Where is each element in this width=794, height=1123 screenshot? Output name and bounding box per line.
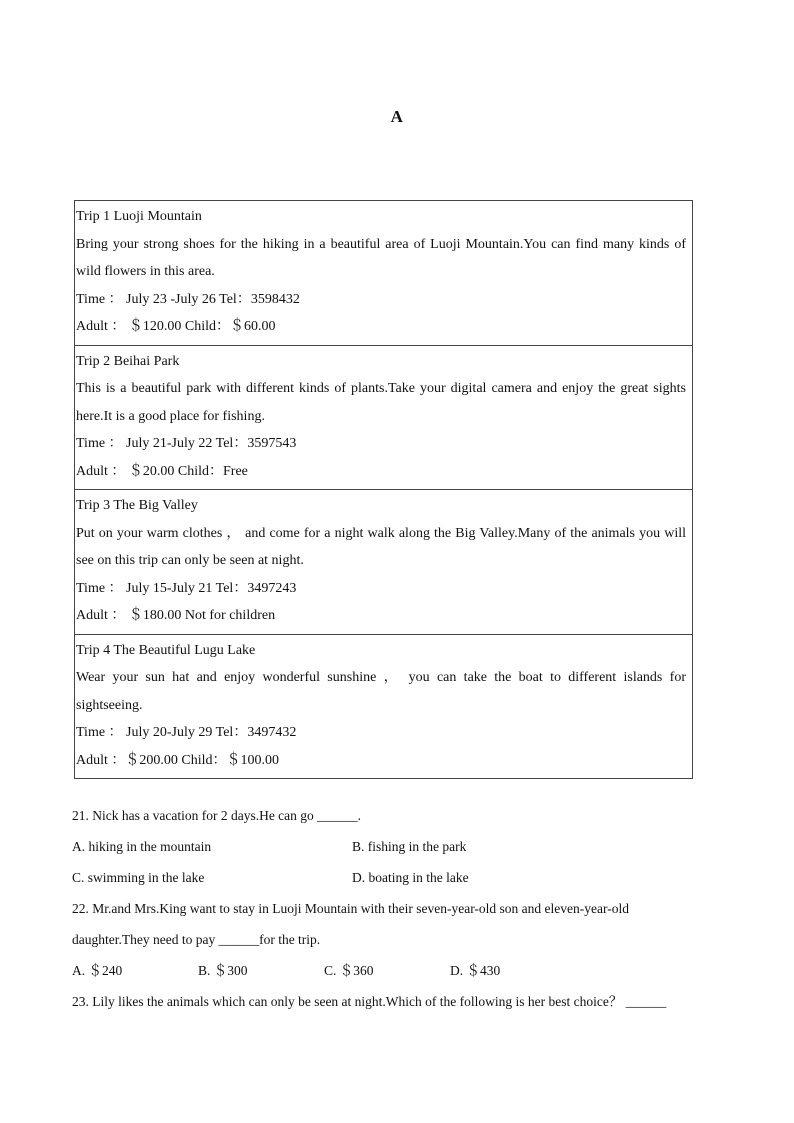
question-21-option-d: D. boating in the lake (352, 870, 469, 885)
question-23-stem: 23. Lily likes the animals which can only be seen at night.Which of the following is her best choice？ ______ (72, 994, 667, 1009)
trip-price: Adult ：＄200.00 Child：＄100.00 (76, 752, 280, 768)
trip-title: Trip 4 The Beautiful Lugu Lake (76, 642, 256, 658)
trip-time: Time ： July 20-July 29 Tel：3497432 (76, 725, 297, 740)
trip-title: Trip 2 Beihai Park (76, 353, 180, 369)
question-22-option-d: D. ＄430 (450, 963, 501, 978)
trip-price: Adult ： ＄20.00 Child：Free (76, 463, 248, 479)
question-22-options (72, 955, 694, 986)
trip-cell-1 (75, 201, 692, 346)
trip-cell-3 (75, 490, 692, 635)
trip-time: Time ： July 21-July 22 Tel：3597543 (76, 436, 297, 451)
questions-section (72, 800, 694, 1017)
trip-time: Time ： July 15-July 21 Tel：3497243 (76, 580, 297, 596)
trip-description: Put on your warm clothes ， and come for a night walk along the Big Valley.Many of the animals you will see on this trip can only be seen at night. (76, 525, 686, 568)
trip-price: Adult ： ＄120.00 Child：＄60.00 (76, 319, 276, 334)
trip-description: This is a beautiful park with different kinds of plants.Take your digital camera and enjoy the great sights here.It is a good place for fishing. (76, 381, 686, 424)
question-22-stem: 22. Mr.and Mrs.King want to stay in Luoji Mountain with their seven-year-old son and eleven-year-old daughter.They need to pay ______for the trip. (72, 901, 629, 947)
question-21-option-c: C. swimming in the lake (72, 870, 205, 885)
trip-title: Trip 1 Luoji Mountain (76, 209, 202, 224)
question-21-options-row-1 (72, 831, 694, 862)
question-22-option-c: C. ＄360 (324, 963, 374, 978)
question-22-option-a: A. ＄240 (72, 963, 123, 978)
question-21-stem: 21. Nick has a vacation for 2 days.He can go ______. (72, 808, 362, 823)
trip-cell-2 (75, 346, 692, 491)
question-22-option-b: B. ＄300 (198, 963, 248, 978)
trip-title: Trip 3 The Big Valley (76, 498, 198, 513)
trip-cell-4 (75, 635, 692, 779)
trip-table (74, 200, 693, 779)
question-21-option-a: A. hiking in the mountain (72, 839, 212, 854)
trip-description: Bring your strong shoes for the hiking in a beautiful area of Luoji Mountain.You can find many kinds of wild flowers in this area. (76, 236, 686, 279)
trip-price: Adult ： ＄180.00 Not for children (76, 608, 276, 623)
trip-time: Time ： July 23 -July 26 Tel：3598432 (76, 291, 300, 307)
question-21-option-b: B. fishing in the park (352, 839, 467, 854)
question-21-options-row-2 (72, 862, 694, 893)
section-heading: A (390, 107, 404, 126)
trip-description: Wear your sun hat and enjoy wonderful sunshine ， you can take the boat to different islands for sightseeing. (76, 670, 686, 713)
